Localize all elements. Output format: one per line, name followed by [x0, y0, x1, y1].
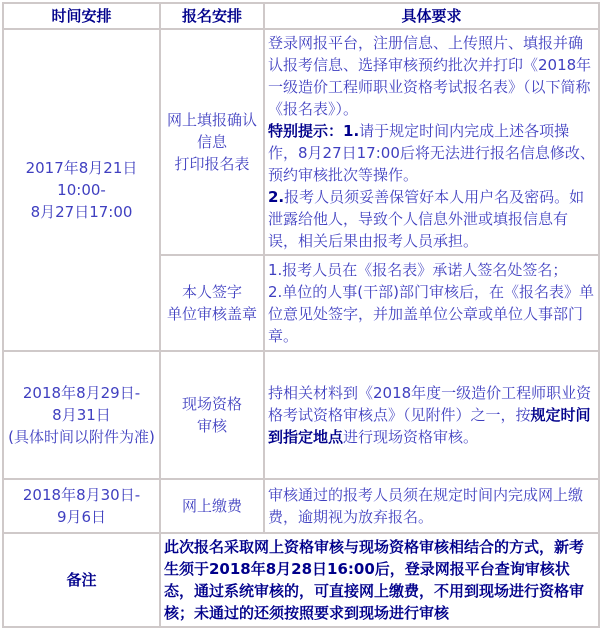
cell-detail-onsite-review: 持相关材料到《2018年度一级造价工程师职业资格考试资格审核点》（见附件）之一，按规定时间到指定地点进行现场资格审核。	[264, 351, 599, 479]
cell-detail-online-fill: 登录网报平台，注册信息、上传照片、填报并确认报考信息、选择审核预约批次并打印《2018年一级造价工程师职业资格考试报名表》（以下简称《报名表》）。 特别提示：1.请于规定时间内完成上述各项操作，8月27日17:00后将无法进行报名信息修改、预约审核批次等操作。 2.报考人员须妥善保管好本人用户名及密码。如泄露给他人，导致个人信息外泄或填报信息有误，相关后果由报考人员承担。	[264, 29, 599, 255]
table-header-row	[3, 3, 599, 29]
table-row-online-fill	[3, 29, 599, 255]
cell-remarks-detail: 此次报名采取网上资格审核与现场资格审核相结合的方式，新考生须于2018年8月28日16:00后，登录网报平台查询审核状态，通过系统审核的，可直接网上缴费，不用到现场进行资格审核；未通过的还须按照要求到现场进行审核	[160, 533, 599, 627]
cell-step-online-fill: 网上填报确认 信息 打印报名表	[160, 29, 264, 255]
cell-time-online-period: 2017年8月21日10:00- 8月27日17:00	[3, 29, 160, 351]
cell-step-onsite-review: 现场资格 审核	[160, 351, 264, 479]
cell-detail-signature: 1.报考人员在《报名表》承诺人签名处签名； 2.单位的人事(干部)部门审核后，在《报名表》单位意见处签字，并加盖单位公章或单位人事部门章。	[264, 255, 599, 351]
table-row-onsite-review	[3, 351, 599, 479]
registration-schedule-table	[2, 2, 600, 628]
header-cell-time: 时间安排	[3, 3, 160, 29]
cell-time-onsite-review: 2018年8月29日- 8月31日 (具体时间以附件为准)	[3, 351, 160, 479]
cell-detail-online-payment: 审核通过的报考人员须在规定时间内完成网上缴费，逾期视为放弃报名。	[264, 479, 599, 533]
cell-time-online-payment: 2018年8月30日- 9月6日	[3, 479, 160, 533]
header-cell-detail: 具体要求	[264, 3, 599, 29]
table-row-online-payment	[3, 479, 599, 533]
header-cell-step: 报名安排	[160, 3, 264, 29]
table-row-remarks	[3, 533, 599, 627]
cell-remarks-label: 备注	[3, 533, 160, 627]
cell-step-online-payment: 网上缴费	[160, 479, 264, 533]
cell-step-signature: 本人签字 单位审核盖章	[160, 255, 264, 351]
